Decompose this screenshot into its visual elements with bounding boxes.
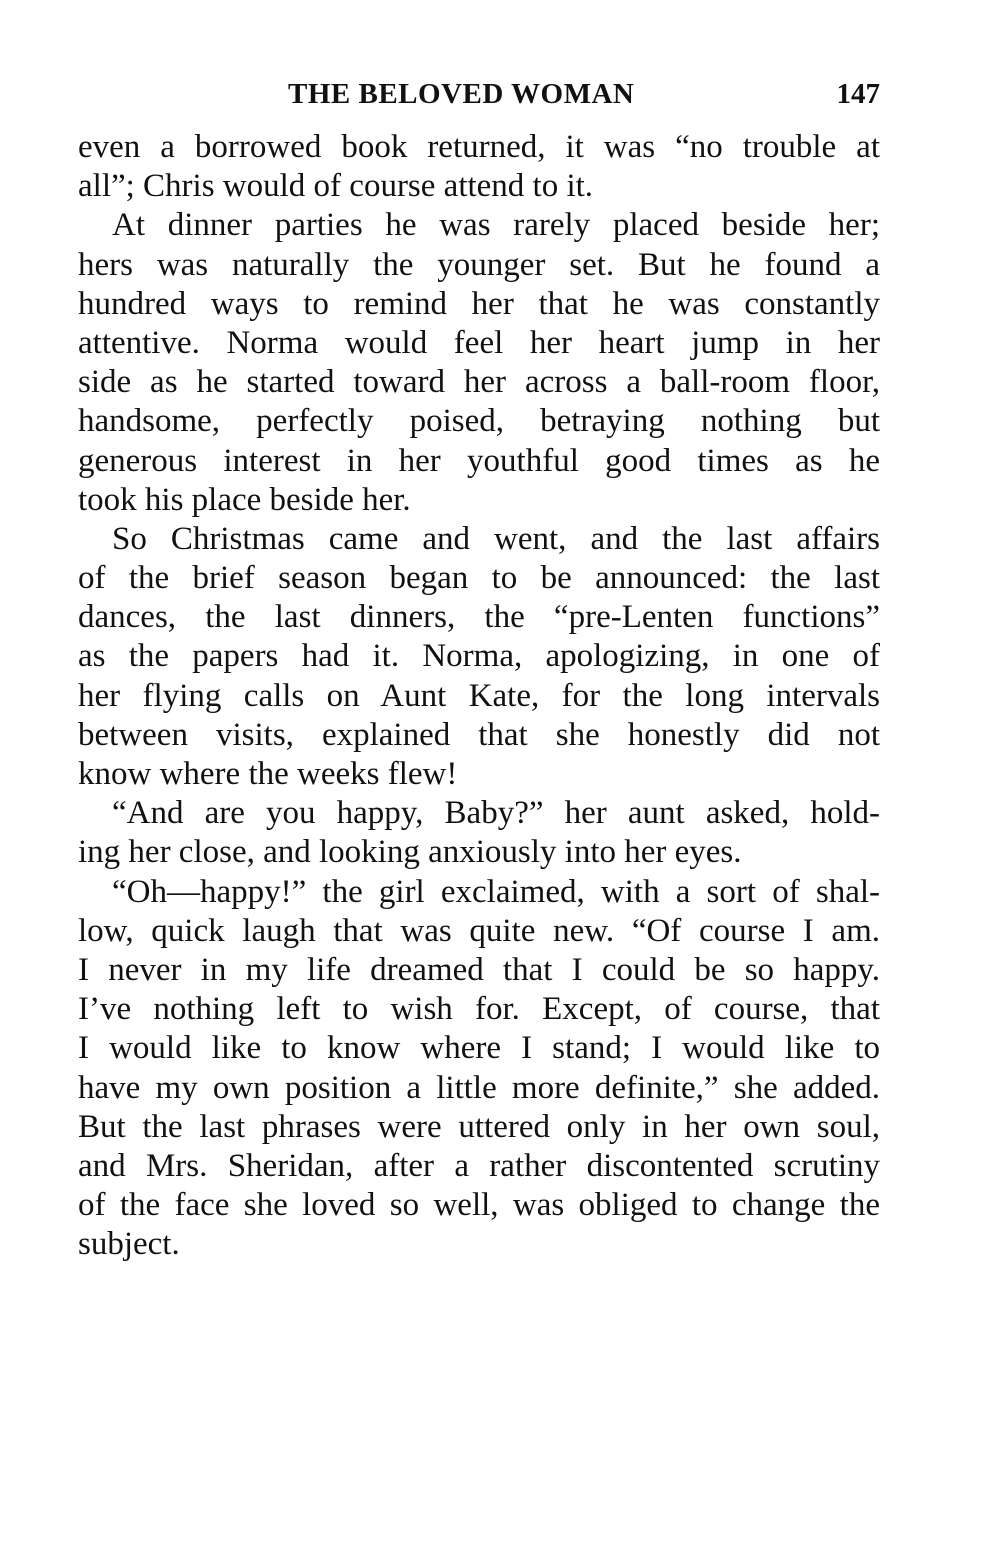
page-number: 147	[836, 78, 880, 110]
text-line: know where the weeks flew!	[78, 756, 458, 792]
paragraph-1	[78, 128, 880, 206]
text-line: have my own position a little more definite,” she added.	[78, 1069, 880, 1106]
text-line: “And are you happy, Baby?” her aunt asked, hold-	[112, 795, 880, 832]
paragraph-5	[78, 873, 880, 1265]
paragraph-3	[78, 520, 880, 794]
text-line: took his place beside her.	[78, 481, 411, 518]
text-line: dances, the last dinners, the “pre-Lenten functions”	[78, 599, 880, 636]
text-line: even a borrowed book returned, it was “no trouble at	[78, 129, 880, 165]
text-line: side as he started toward her across a ball-room floor,	[78, 364, 880, 401]
text-line: ing her close, and looking anxiously into her eyes.	[78, 834, 742, 871]
text-line: I would like to know where I stand; I would like to	[78, 1030, 880, 1067]
text-line: I’ve nothing left to wish for. Except, of course, that	[78, 991, 880, 1028]
text-line: generous interest in her youthful good times as he	[78, 442, 880, 479]
text-line: subject.	[78, 1226, 180, 1263]
body-text	[78, 128, 880, 1264]
text-line: and Mrs. Sheridan, after a rather discontented scrutiny	[78, 1147, 880, 1184]
text-line: handsome, perfectly poised, betraying nothing but	[78, 403, 880, 440]
text-line: low, quick laugh that was quite new. “Of course I am.	[78, 912, 880, 949]
text-line: hundred ways to remind her that he was constantly	[78, 285, 880, 322]
text-line: But the last phrases were uttered only in her own soul,	[78, 1108, 880, 1145]
text-line: “Oh—happy!” the girl exclaimed, with a sort of shal-	[112, 873, 880, 910]
text-line: attentive. Norma would feel her heart jump in her	[78, 324, 880, 361]
running-head	[78, 74, 880, 114]
text-line: between visits, explained that she honestly did not	[78, 716, 880, 753]
text-line: as the papers had it. Norma, apologizing, in one of	[78, 638, 880, 675]
text-line: I never in my life dreamed that I could be so happy.	[78, 951, 880, 988]
text-line: of the brief season began to be announced: the last	[78, 560, 880, 597]
text-line: of the face she loved so well, was obliged to change the	[78, 1187, 880, 1224]
text-line: At dinner parties he was rarely placed beside her;	[112, 207, 880, 244]
text-line: So Christmas came and went, and the last affairs	[112, 520, 880, 557]
text-line: hers was naturally the younger set. But he found a	[78, 246, 880, 283]
running-title: THE BELOVED WOMAN	[288, 78, 635, 110]
paragraph-2	[78, 206, 880, 520]
text-line: all”; Chris would of course attend to it.	[78, 168, 594, 205]
text-line: her flying calls on Aunt Kate, for the long intervals	[78, 677, 880, 714]
paragraph-4	[78, 794, 880, 872]
